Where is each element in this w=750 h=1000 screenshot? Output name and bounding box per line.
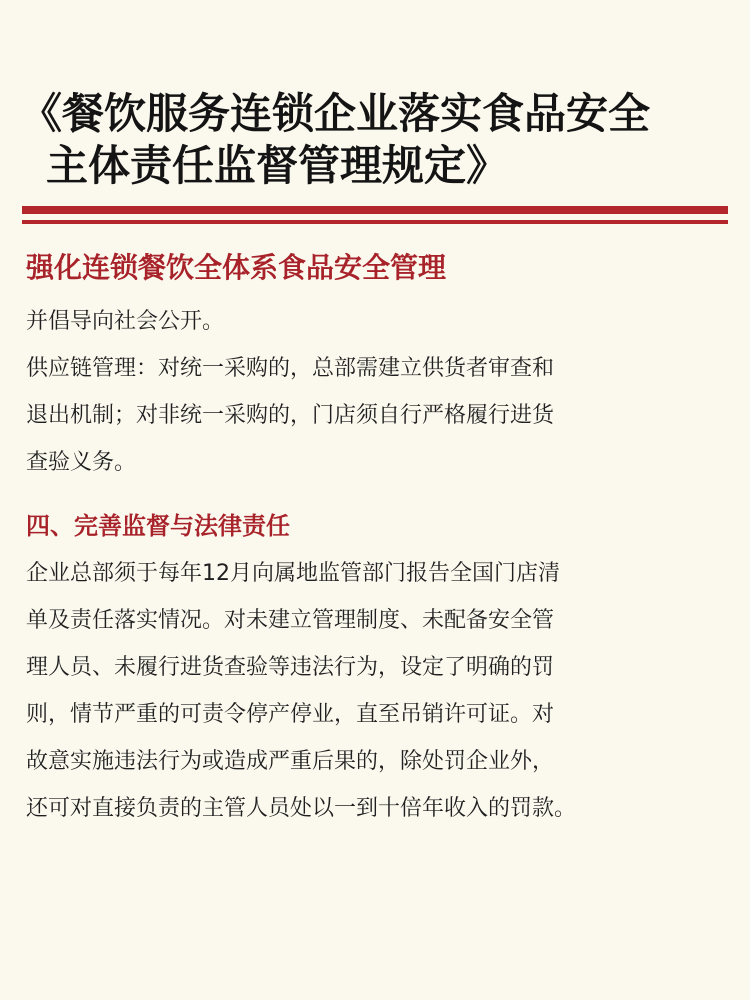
body-line: 供应链管理：对统一采购的，总部需建立供货者审查和 [26, 356, 555, 381]
body-line: 理人员、未履行进货查验等违法行为，设定了明确的罚 [26, 655, 555, 680]
body-line: 故意实施违法行为或造成严重后果的，除处罚企业外， [26, 749, 555, 774]
document-title-line-2: 主体责任监督管理规定》 [46, 141, 509, 190]
body-line: 企业总部须于每年12月向属地监管部门报告全国门店清 [26, 561, 560, 586]
section-heading-supply-chain: 强化连锁餐饮全体系食品安全管理 [26, 251, 447, 284]
body-line: 还可对直接负责的主管人员处以一到十倍年收入的罚款。 [26, 796, 577, 821]
document-title-line-1: 《餐饮服务连锁企业落实食品安全 [20, 89, 651, 138]
title-divider-thin [22, 220, 728, 224]
document-title [20, 88, 730, 192]
body-line: 单及责任落实情况。对未建立管理制度、未配备安全管 [26, 608, 555, 633]
section-heading-supervision: 四、完善监督与法律责任 [26, 511, 290, 540]
title-divider-thick [22, 206, 728, 214]
body-line: 并倡导向社会公开。 [26, 309, 225, 334]
body-line: 查验义务。 [26, 450, 137, 475]
section-body-supply-chain [26, 298, 726, 486]
body-line: 退出机制；对非统一采购的，门店须自行严格履行进货 [26, 403, 555, 428]
section-body-supervision [26, 550, 726, 832]
body-line: 则，情节严重的可责令停产停业，直至吊销许可证。对 [26, 702, 555, 727]
